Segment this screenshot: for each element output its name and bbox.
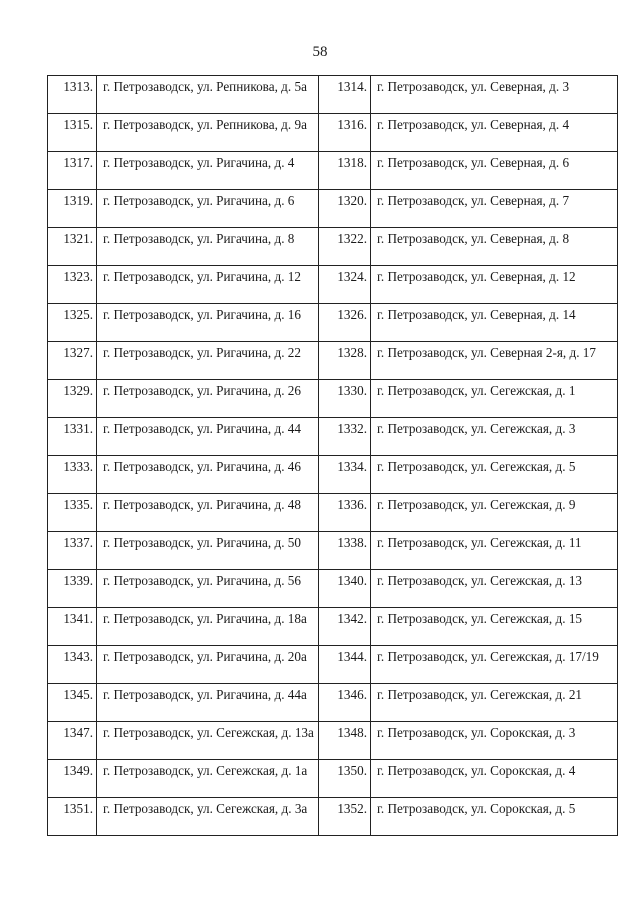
- entry-number: 1323.: [48, 266, 97, 304]
- entry-number: 1348.: [319, 722, 371, 760]
- entry-number: 1351.: [48, 798, 97, 836]
- entry-number: 1316.: [319, 114, 371, 152]
- entry-number: 1320.: [319, 190, 371, 228]
- table-row: [48, 228, 618, 266]
- entry-address: г. Петрозаводск, ул. Ригачина, д. 8: [97, 228, 319, 266]
- entry-number: 1318.: [319, 152, 371, 190]
- entry-number: 1317.: [48, 152, 97, 190]
- entry-number: 1345.: [48, 684, 97, 722]
- entry-address: г. Петрозаводск, ул. Ригачина, д. 12: [97, 266, 319, 304]
- entry-number: 1352.: [319, 798, 371, 836]
- page-number: 58: [312, 44, 328, 60]
- entry-address: г. Петрозаводск, ул. Сегежская, д. 21: [371, 684, 618, 722]
- entry-number: 1321.: [48, 228, 97, 266]
- table-row: [48, 684, 618, 722]
- entry-number: 1319.: [48, 190, 97, 228]
- entry-number: 1335.: [48, 494, 97, 532]
- entry-address: г. Петрозаводск, ул. Ригачина, д. 4: [97, 152, 319, 190]
- table-row: [48, 494, 618, 532]
- table-row: [48, 532, 618, 570]
- entry-address: г. Петрозаводск, ул. Ригачина, д. 20а: [97, 646, 319, 684]
- table-row: [48, 152, 618, 190]
- entry-number: 1313.: [48, 76, 97, 114]
- entry-number: 1314.: [319, 76, 371, 114]
- entry-address: г. Петрозаводск, ул. Репникова, д. 9а: [97, 114, 319, 152]
- entry-number: 1339.: [48, 570, 97, 608]
- entry-number: 1333.: [48, 456, 97, 494]
- entry-address: г. Петрозаводск, ул. Северная, д. 12: [371, 266, 618, 304]
- entry-address: г. Петрозаводск, ул. Сорокская, д. 3: [371, 722, 618, 760]
- entry-number: 1343.: [48, 646, 97, 684]
- entry-number: 1325.: [48, 304, 97, 342]
- entry-address: г. Петрозаводск, ул. Ригачина, д. 48: [97, 494, 319, 532]
- entry-address: г. Петрозаводск, ул. Ригачина, д. 44: [97, 418, 319, 456]
- table-row: [48, 418, 618, 456]
- entry-address: г. Петрозаводск, ул. Северная, д. 6: [371, 152, 618, 190]
- entry-number: 1341.: [48, 608, 97, 646]
- entry-number: 1329.: [48, 380, 97, 418]
- entry-number: 1327.: [48, 342, 97, 380]
- entry-address: г. Петрозаводск, ул. Сегежская, д. 1а: [97, 760, 319, 798]
- table-row: [48, 570, 618, 608]
- table-row: [48, 266, 618, 304]
- entry-address: г. Петрозаводск, ул. Сегежская, д. 13: [371, 570, 618, 608]
- entry-address: г. Петрозаводск, ул. Сегежская, д. 9: [371, 494, 618, 532]
- entry-number: 1346.: [319, 684, 371, 722]
- entry-address: г. Петрозаводск, ул. Ригачина, д. 22: [97, 342, 319, 380]
- entry-number: 1336.: [319, 494, 371, 532]
- entry-number: 1340.: [319, 570, 371, 608]
- entry-number: 1344.: [319, 646, 371, 684]
- entry-number: 1315.: [48, 114, 97, 152]
- entry-number: 1338.: [319, 532, 371, 570]
- entry-address: г. Петрозаводск, ул. Сорокская, д. 4: [371, 760, 618, 798]
- entry-address: г. Петрозаводск, ул. Сорокская, д. 5: [371, 798, 618, 836]
- entry-number: 1324.: [319, 266, 371, 304]
- entry-address: г. Петрозаводск, ул. Ригачина, д. 44а: [97, 684, 319, 722]
- address-table: [47, 75, 618, 836]
- address-table-body: [48, 76, 618, 836]
- entry-number: 1322.: [319, 228, 371, 266]
- entry-address: г. Петрозаводск, ул. Сегежская, д. 15: [371, 608, 618, 646]
- entry-address: г. Петрозаводск, ул. Ригачина, д. 56: [97, 570, 319, 608]
- entry-address: г. Петрозаводск, ул. Северная, д. 4: [371, 114, 618, 152]
- entry-address: г. Петрозаводск, ул. Ригачина, д. 50: [97, 532, 319, 570]
- table-row: [48, 190, 618, 228]
- entry-address: г. Петрозаводск, ул. Ригачина, д. 18а: [97, 608, 319, 646]
- table-row: [48, 76, 618, 114]
- entry-number: 1332.: [319, 418, 371, 456]
- entry-address: г. Петрозаводск, ул. Северная 2-я, д. 17: [371, 342, 618, 380]
- entry-number: 1334.: [319, 456, 371, 494]
- table-row: [48, 304, 618, 342]
- table-row: [48, 342, 618, 380]
- table-row: [48, 646, 618, 684]
- table-row: [48, 380, 618, 418]
- entry-address: г. Петрозаводск, ул. Ригачина, д. 6: [97, 190, 319, 228]
- table-row: [48, 798, 618, 836]
- entry-address: г. Петрозаводск, ул. Северная, д. 8: [371, 228, 618, 266]
- entry-address: г. Петрозаводск, ул. Северная, д. 14: [371, 304, 618, 342]
- entry-number: 1349.: [48, 760, 97, 798]
- table-row: [48, 760, 618, 798]
- entry-number: 1337.: [48, 532, 97, 570]
- entry-number: 1328.: [319, 342, 371, 380]
- entry-address: г. Петрозаводск, ул. Северная, д. 7: [371, 190, 618, 228]
- table-row: [48, 722, 618, 760]
- entry-number: 1342.: [319, 608, 371, 646]
- entry-number: 1347.: [48, 722, 97, 760]
- entry-address: г. Петрозаводск, ул. Сегежская, д. 5: [371, 456, 618, 494]
- entry-number: 1326.: [319, 304, 371, 342]
- entry-address: г. Петрозаводск, ул. Северная, д. 3: [371, 76, 618, 114]
- table-row: [48, 608, 618, 646]
- entry-address: г. Петрозаводск, ул. Сегежская, д. 11: [371, 532, 618, 570]
- entry-address: г. Петрозаводск, ул. Ригачина, д. 46: [97, 456, 319, 494]
- entry-address: г. Петрозаводск, ул. Сегежская, д. 1: [371, 380, 618, 418]
- entry-address: г. Петрозаводск, ул. Сегежская, д. 17/19: [371, 646, 618, 684]
- entry-address: г. Петрозаводск, ул. Сегежская, д. 13а: [97, 722, 319, 760]
- table-row: [48, 114, 618, 152]
- entry-address: г. Петрозаводск, ул. Сегежская, д. 3: [371, 418, 618, 456]
- entry-address: г. Петрозаводск, ул. Ригачина, д. 26: [97, 380, 319, 418]
- entry-number: 1331.: [48, 418, 97, 456]
- entry-address: г. Петрозаводск, ул. Сегежская, д. 3а: [97, 798, 319, 836]
- entry-number: 1350.: [319, 760, 371, 798]
- entry-number: 1330.: [319, 380, 371, 418]
- entry-address: г. Петрозаводск, ул. Ригачина, д. 16: [97, 304, 319, 342]
- table-row: [48, 456, 618, 494]
- entry-address: г. Петрозаводск, ул. Репникова, д. 5а: [97, 76, 319, 114]
